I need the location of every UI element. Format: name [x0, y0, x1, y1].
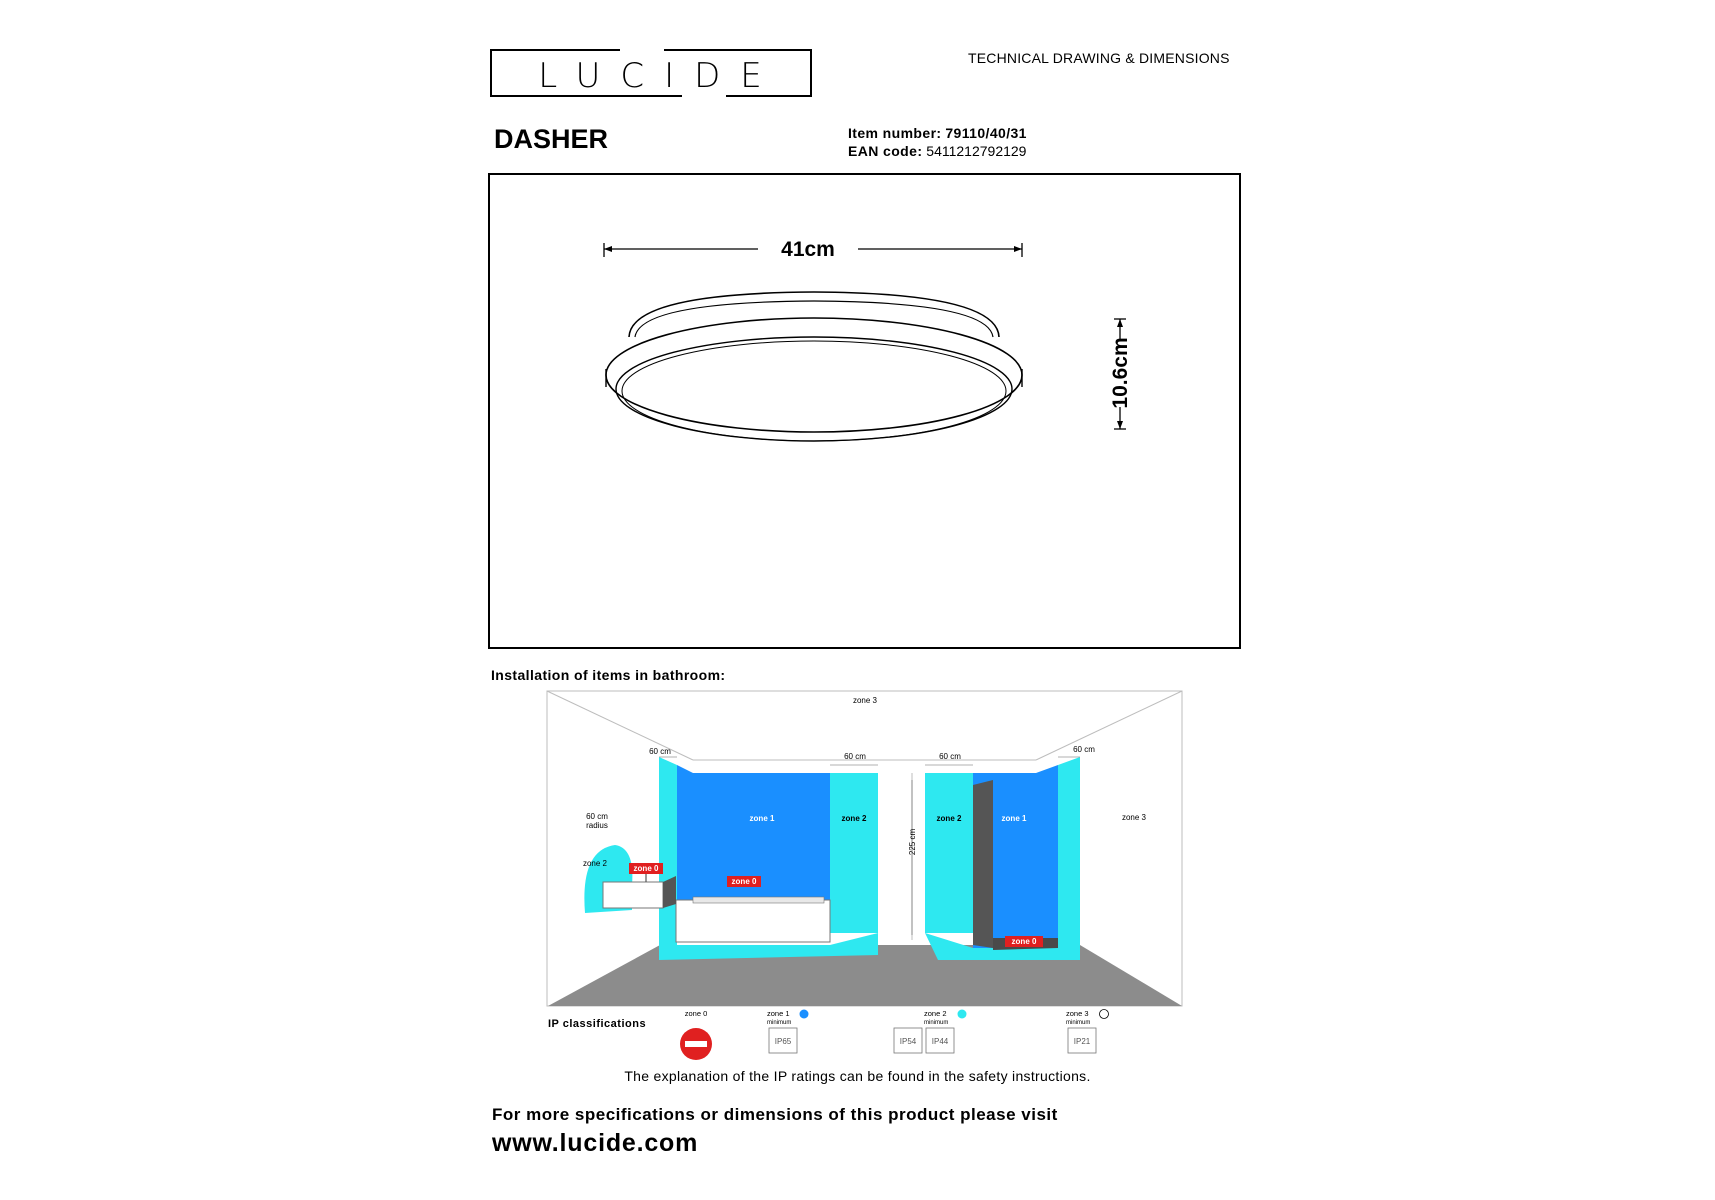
zone1-left-side — [677, 765, 693, 910]
footer-text: For more specifications or dimensions of this product please visit — [492, 1105, 1058, 1124]
bathtub — [676, 900, 830, 942]
document-type: TECHNICAL DRAWING & DIMENSIONS — [968, 50, 1230, 66]
width-label: 41cm — [781, 238, 835, 261]
sink-counter — [603, 882, 663, 908]
perspective-line-tr — [1036, 691, 1182, 760]
bathtub-rim — [693, 897, 824, 903]
ean-code: 5411212792129 — [926, 143, 1027, 159]
height-225-label: 225 cm — [908, 828, 917, 856]
zone1-right-side — [1036, 765, 1058, 955]
ip-ratings-note: The explanation of the IP ratings can be found in the safety instructions. — [624, 1068, 1091, 1084]
zone2-sink-label: zone 2 — [582, 859, 608, 868]
zone2-left-label: zone 2 — [841, 814, 867, 823]
item-number: 79110/40/31 — [945, 125, 1027, 141]
zone2-right-label: zone 2 — [936, 814, 962, 823]
dim-60cm-bath: 60 cm — [844, 752, 866, 761]
zone2-color-dot — [958, 1010, 967, 1019]
zone0-sink-label: zone 0 — [633, 864, 659, 873]
ip-zone1-label: zone 1 — [767, 1009, 790, 1018]
zone1-right-label: zone 1 — [1001, 814, 1027, 823]
zone2-left-strip — [659, 757, 677, 960]
ip65-label: IP65 — [774, 1037, 792, 1046]
ip-zone2-min: minimum — [924, 1020, 949, 1026]
ip-zone1-min: minimum — [767, 1020, 792, 1026]
zone2-bath — [830, 773, 878, 933]
perspective-line-tl — [547, 691, 693, 760]
dim-60cm-shower: 60 cm — [939, 752, 961, 761]
zone1-bath-wall — [693, 773, 830, 903]
dim-60cm-left: 60 cm — [649, 747, 671, 756]
zone1-color-dot — [800, 1010, 809, 1019]
ip44-label: IP44 — [931, 1037, 949, 1046]
radius-dim-line2: radius — [586, 821, 608, 830]
radius-dim-line1: 60 cm — [586, 812, 608, 821]
item-number-label: Item number: — [848, 125, 942, 141]
ip54-label: IP54 — [899, 1037, 917, 1046]
zone2-right-strip — [1058, 757, 1080, 960]
ip-zone0-label: zone 0 — [684, 1009, 708, 1018]
footer-url-link[interactable]: www.lucide.com — [492, 1129, 699, 1157]
product-name: DASHER — [494, 124, 609, 154]
brand-logo-text: LUCIDE — [538, 56, 782, 96]
dim-60cm-right: 60 cm — [1073, 745, 1095, 754]
zone2-shower — [925, 773, 973, 933]
ean-label: EAN code: — [848, 143, 923, 159]
zone3-right-label: zone 3 — [1121, 813, 1147, 822]
zone0-bath-label: zone 0 — [731, 877, 757, 886]
ip-zone3-label: zone 3 — [1066, 1009, 1089, 1018]
ip-zone3-min: minimum — [1066, 1020, 1091, 1026]
ip-title: IP classifications — [548, 1018, 647, 1030]
zone1-left-label: zone 1 — [749, 814, 775, 823]
bathroom-section-title: Installation of items in bathroom: — [491, 667, 726, 683]
ip-zone2-label: zone 2 — [924, 1009, 947, 1018]
shower-glass-panel — [973, 780, 993, 948]
height-label: 10.6cm — [1109, 337, 1132, 409]
no-entry-bar — [685, 1041, 707, 1047]
zone3-color-dot — [1100, 1010, 1109, 1019]
zone0-shower-label: zone 0 — [1011, 937, 1037, 946]
ip21-label: IP21 — [1073, 1037, 1091, 1046]
zone3-top-label: zone 3 — [852, 696, 878, 705]
